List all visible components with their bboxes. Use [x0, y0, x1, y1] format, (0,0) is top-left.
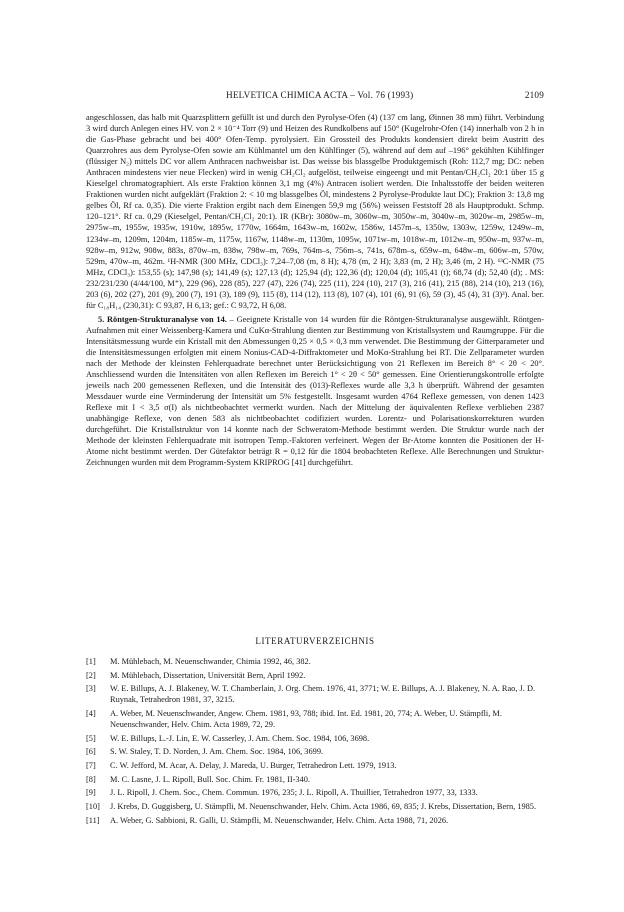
- reference-text: A. Weber, G. Sabbioni, R. Galli, U. Stämpfli, M. Neuenschwander, Helv. Chim. Acta 1988, 71, 2026.: [110, 815, 449, 825]
- reference-number: [6]: [86, 747, 96, 757]
- reference-text: C. W. Jefford, M. Acar, A. Delay, J. Mareda, U. Burger, Tetrahedron Lett. 1979, 1913.: [110, 760, 397, 770]
- reference-number: [2]: [86, 670, 96, 680]
- reference-number: [10]: [86, 801, 100, 811]
- reference-number: [11]: [86, 815, 100, 825]
- section-5-paragraph: [86, 314, 544, 469]
- reference-item: [86, 787, 544, 798]
- reference-number: [7]: [86, 760, 96, 770]
- reference-number: [9]: [86, 788, 96, 798]
- reference-item: [86, 774, 544, 785]
- reference-text: W. E. Billups, A. J. Blakeney, W. T. Chamberlain, J. Org. Chem. 1976, 41, 3771; W. E. Billups, A. J. Blakeney, N. A. Rao, J. D. Ruynak, Tetrahedron 1981, 37, 3215.: [110, 684, 536, 705]
- reference-text: A. Weber, M. Neuenschwander, Angew. Chem. 1981, 93, 788; ibid. Int. Ed. 1981, 20, 774; A. Weber, U. Stämpfli, M. Neuenschwander, Helv. Chim. Acta 1989, 72, 29.: [110, 708, 502, 730]
- reference-text: M. Mühlebach, M. Neuenschwander, Chimia 1992, 46, 382.: [110, 657, 311, 666]
- reference-text: M. C. Lasne, J. L. Ripoll, Bull. Soc. Chim. Fr. 1981, II-340.: [110, 774, 311, 784]
- reference-item: [86, 656, 544, 667]
- reference-item: [86, 683, 544, 705]
- reference-item: [86, 733, 544, 744]
- reference-item: [86, 708, 544, 730]
- references-list: [86, 656, 544, 828]
- experimental-paragraph: angeschlossen, das halb mit Quarzsplittern gefüllt ist und durch den Pyrolyse-Ofen (4) (137 cm lang, Øinnen 38 mm) führt. Verbindung 3 wird durch Anlegen eines HV. von 2 × 10⁻⁴ Torr (9) und Heizen des Rundkolbens auf 150° (Kugelrohr-Ofen (14) innerhalb von 2 h in die Gas-Phase gebracht und bei 400° Ofen-Temp. pyrolysiert. Ein Grossteil des Produkts kondensiert direkt beim Austritt des Quarzrohres aus dem Pyrolyse-Ofen sowie am Kühlmantel um den Kühlfinger (5), während auf dem auf –196° gekühlten Kühlfinger (flüssiger N₂) mittels DC vor allem Anthracen nachweisbar ist. Das weisse bis blassgelbe Produktgemisch (Roh: 112,7 mg; DC: neben Anthracen mindestens vier neue Flecken) wird in wenig CH₂Cl₂ aufgelöst, teilweise eingeengt und mit Pentan/CH₂Cl₂ 20:1 über 15 g Kieselgel chromatographiert. Als erste Fraktion können 3,1 mg (4%) Antracen isoliert werden. Die Inhaltsstoffe der beiden weiteren Fraktionen wurden nicht aufgeklärt (Fraktion 2: < 10 mg blassgelbes Öl, mindestens 2 Pyrolyse-Produkte laut DC); Fraktion 3: 13,8 mg gelbes Öl, Rf ca. 0,35). Die vierte Fraktion ergibt nach dem Einengen 59,9 mg (56%) weissen Feststoff 28 als Hauptprodukt. Schmp. 120–121°. Rf ca. 0,29 (Kieselgel, Pentan/CH₂Cl₂ 20:1). IR (KBr): 3080w–m, 3060w–m, 3050w–m, 3040w–m, 3020w–m, 2985w–m, 2975w–m, 1955w, 1935w, 1910w, 1895w, 1770w, 1664m, 1643w–m, 1602w, 1586w, 1457m–s, 1350w, 1303w, 1259w, 1249w–m, 1234w–m, 1209m, 1204m, 1185w–m, 1175w, 1167w, 1148w–m, 1130m, 1095w, 1071w–m, 1018w–m, 1012w–m, 950w–m, 937w–m, 928w–m, 912w, 908w, 883s, 870w–m, 838w, 798w–m, 769s, 764m–s, 756m–s, 741s, 678m–s, 659w–m, 648w–m, 606w–m, 570w, 529m, 470w–m, 462m. ¹H-NMR (300 MHz, CDCl₃): 7,24–7,08 (m, 8 H); 4,78 (m, 2 H); 3,83 (m, 2 H); 3,46 (m, 2 H). ¹³C-NMR (75 MHz, CDCl₃): 153,55 (s); 147,98 (s); 141,49 (s); 127,13 (d); 125,94 (d); 122,36 (d); 120,04 (d); 105,41 (t); 68,74 (d); 52,40 (d); . MS: 232/231/230 (4/44/100, M⁺), 229 (96), 228 (85), 227 (47), 226 (74), 225 (11), 224 (10), 217 (3), 216 (41), 215 (88), 214 (10), 213 (16), 203 (6), 202 (27), 201 (9), 200 (7), 191 (3), 189 (9), 115 (8), 114 (12), 113 (8), 107 (4), 101 (6), 91 (6), 59 (3), 45 (4), 31 (3)³). Anal. ber. für C₁₈H₁₄ (230,31): C 93,87, H 6,13; gef.: C 93,72, H 6,08.: [86, 113, 544, 310]
- reference-item: [86, 670, 544, 681]
- section-5-text: – Geeignete Kristalle von 14 wurden für die Röntgen-Strukturanalyse ausgewählt. Röntgen-Aufnahmen mit einer Weissenberg-Kamera und CuKα-Strahlung dienten zur Bestimmung von Kristallsystem und Raumgruppe. Für die Intensitätsmessung wurde ein Kristall mit den Abmessungen 0,25 × 0,5 × 0,3 mm verwendet. Die Bestimmung der Gitterparameter und die Intensitätsmessungen erfolgten mit einem Nonius-CAD-4-Diffraktometer und MoKα-Strahlung bei RT. Die Zellparameter wurden nach der Methode der kleinsten Fehlerquadrate berechnet unter Berücksichtigung von 21 Reflexen im Bereich 8° < 2θ < 20°. Anschliessend wurden die Intensitäten von allen Reflexen im Bereich 1° < 2θ < 50° gemessen. Eine Orientierungskontrolle erfolgte jeweils nach 200 gemessenen Reflexen, und die Intensität des (013)-Reflexes wurde alle 3,3 h überprüft. Während der gesamten Messdauer wurde eine Verminderung der Intensität um 5% festgestellt. Insgesamt wurden 4764 Reflexe gemessen, von denen 1423 Reflexe mit I < 3,5 σ(I) als nichtbeobachtet vermerkt wurden. Nach der Mittelung der äquivalenten Reflexe verblieben 2387 unabhängige Reflexe, von denen 583 als nichtbeobachtet codifiziert wurden. Lorentz- und Polarisationskorrekturen wurden durchgeführt. Die Kristallstruktur von 14 konnte nach der Schweratom-Methode bestimmt werden. Die Struktur wurde nach der Methode der kleinsten Fehlerquadrate mit isotropen Temp.-Faktoren verfeinert. Wegen der Br-Atome konnten die Positionen der H-Atome nicht bestimmt werden. Der Gütefaktor beträgt R = 0,12 für die 1804 beobachteten Reflexe. Alle Berechnungen und Struktur-Zeichnungen wurden mit dem Programm-System KRIPROG [41] durchgeführt.: [86, 314, 544, 468]
- reference-text: S. W. Staley, T. D. Norden, J. Am. Chem. Soc. 1984, 106, 3699.: [110, 747, 324, 757]
- reference-item: [86, 801, 544, 812]
- running-title: HELVETICA CHIMICA ACTA – Vol. 76 (1993): [226, 90, 414, 100]
- reference-number: [4]: [86, 708, 96, 718]
- page-header: [86, 90, 544, 104]
- reference-number: [5]: [86, 733, 96, 743]
- reference-text: J. L. Ripoll, J. Chem. Soc., Chem. Commun. 1976, 235; J. L. Ripoll, A. Thuillier, Tetrahedron 1977, 33, 1333.: [110, 788, 478, 798]
- reference-item: [86, 760, 544, 771]
- main-text: [86, 112, 544, 469]
- reference-item: [86, 815, 544, 826]
- section-5-heading: 5. Röntgen-Strukturanalyse von 14.: [98, 314, 227, 324]
- reference-number: [1]: [86, 657, 96, 666]
- page-number: 2109: [524, 90, 544, 100]
- reference-number: [3]: [86, 684, 96, 694]
- reference-number: [8]: [86, 774, 96, 784]
- reference-text: M. Mühlebach, Dissertation, Universität Bern, April 1992.: [110, 670, 306, 680]
- reference-text: W. E. Billups, L.-J. Lin, E. W. Casserley, J. Am. Chem. Soc. 1984, 106, 3698.: [110, 733, 370, 743]
- reference-item: [86, 746, 544, 757]
- reference-text: J. Krebs, D. Guggisberg, U. Stämpfli, M. Neuenschwander, Helv. Chim. Acta 1986, 69, 835; J. Krebs, Dissertation, Bern, 1985.: [110, 801, 537, 811]
- references-title: LITERATURVERZEICHNIS: [255, 636, 375, 646]
